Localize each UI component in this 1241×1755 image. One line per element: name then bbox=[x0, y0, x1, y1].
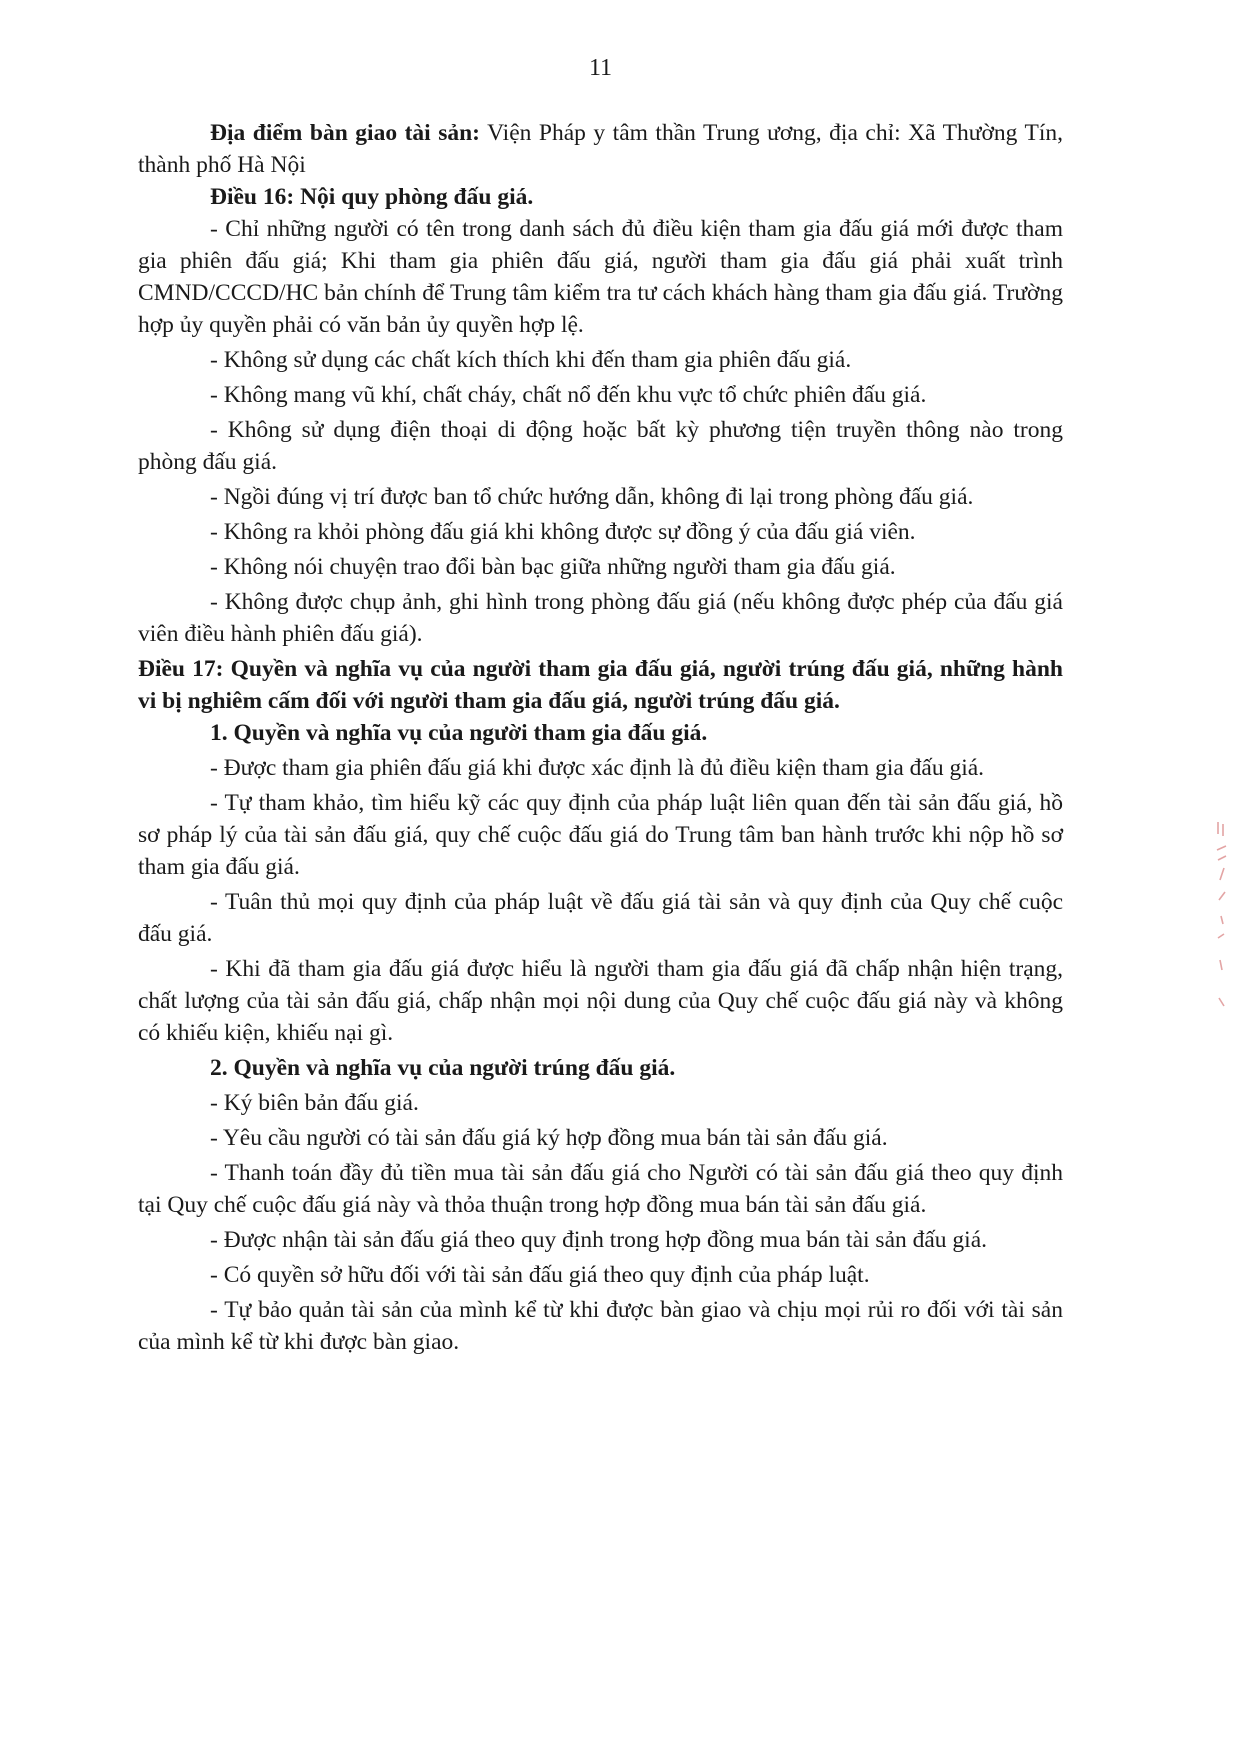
section-1-item: - Được tham gia phiên đấu giá khi được xác định là đủ điều kiện tham gia đấu giá. bbox=[210, 755, 985, 781]
article-16-item: - Không ra khỏi phòng đấu giá khi không được sự đồng ý của đấu giá viên. bbox=[210, 519, 916, 545]
article-16-item: - Không nói chuyện trao đổi bàn bạc giữa những người tham gia đấu giá. bbox=[210, 554, 896, 580]
article-17-section-2-title: 2. Quyền và nghĩa vụ của người trúng đấu giá. bbox=[210, 1055, 676, 1081]
section-1-item: - Tự tham khảo, tìm hiểu kỹ các quy định của pháp luật liên quan đến tài sản đấu giá, hồ sơ pháp lý của tài sản đấu giá, quy chế cuộc đấu giá do Trung tâm ban hành trước khi nộp hồ sơ tham gia đấu giá. bbox=[138, 790, 1063, 880]
section-1-item: - Tuân thủ mọi quy định của pháp luật về đấu giá tài sản và quy định của Quy chế cuộc đấu giá. bbox=[138, 889, 1063, 947]
article-16-item: - Không sử dụng điện thoại di động hoặc bất kỳ phương tiện truyền thông nào trong phòng đấu giá. bbox=[138, 417, 1063, 475]
document-body bbox=[138, 117, 1063, 1358]
margin-stamp-mark bbox=[1214, 820, 1230, 1030]
margin-stamp-mark-icon bbox=[1214, 820, 1230, 1030]
section-2-item: - Được nhận tài sản đấu giá theo quy định trong hợp đồng mua bán tài sản đấu giá. bbox=[210, 1227, 988, 1253]
article-16-item: - Không sử dụng các chất kích thích khi đến tham gia phiên đấu giá. bbox=[210, 347, 852, 373]
delivery-location-paragraph bbox=[138, 117, 1063, 181]
article-16-item: - Không mang vũ khí, chất cháy, chất nổ đến khu vực tổ chức phiên đấu giá. bbox=[210, 382, 927, 408]
article-17-section-1-title: 1. Quyền và nghĩa vụ của người tham gia đấu giá. bbox=[210, 720, 708, 746]
page-number: 11 bbox=[588, 55, 613, 81]
delivery-location-label: Địa điểm bàn giao tài sản: bbox=[210, 120, 481, 146]
article-16-title: Điều 16: Nội quy phòng đấu giá. bbox=[210, 184, 534, 210]
article-17-title: Điều 17: Quyền và nghĩa vụ của người tham gia đấu giá, người trúng đấu giá, những hành vi bị nghiêm cấm đối với người tham gia đấu giá, người trúng đấu giá. bbox=[138, 656, 1063, 714]
document-page bbox=[138, 0, 1063, 1755]
article-16-item: - Chỉ những người có tên trong danh sách đủ điều kiện tham gia đấu giá mới được tham gia phiên đấu giá; Khi tham gia phiên đấu giá, người tham gia đấu giá phải xuất trình CMND/CCCD/HC bản chính để Trung tâm kiểm tra tư cách khách hàng tham gia đấu giá. Trường hợp ủy quyền phải có văn bản ủy quyền hợp lệ. bbox=[138, 216, 1063, 338]
article-16-item: - Không được chụp ảnh, ghi hình trong phòng đấu giá (nếu không được phép của đấu giá viên điều hành phiên đấu giá). bbox=[138, 589, 1063, 647]
section-2-item: - Có quyền sở hữu đối với tài sản đấu giá theo quy định của pháp luật. bbox=[210, 1262, 870, 1288]
delivery-location-text: Viện Pháp y tâm thần Trung ương, địa chỉ: Xã Thường Tín, thành phố Hà Nội bbox=[138, 120, 1064, 178]
section-1-item: - Khi đã tham gia đấu giá được hiểu là người tham gia đấu giá đã chấp nhận hiện trạng, chất lượng của tài sản đấu giá, chấp nhận mọi nội dung của Quy chế cuộc đấu giá này và không có khiếu kiện, khiếu nại gì. bbox=[138, 956, 1063, 1046]
section-2-item: - Ký biên bản đấu giá. bbox=[210, 1090, 419, 1116]
section-2-item: - Yêu cầu người có tài sản đấu giá ký hợp đồng mua bán tài sản đấu giá. bbox=[210, 1125, 888, 1151]
article-16-item: - Ngồi đúng vị trí được ban tổ chức hướng dẫn, không đi lại trong phòng đấu giá. bbox=[210, 484, 974, 510]
section-2-item: - Thanh toán đầy đủ tiền mua tài sản đấu giá cho Người có tài sản đấu giá theo quy định tại Quy chế cuộc đấu giá này và thỏa thuận trong hợp đồng mua bán tài sản đấu giá. bbox=[138, 1160, 1063, 1218]
section-2-item: - Tự bảo quản tài sản của mình kể từ khi được bàn giao và chịu mọi rủi ro đối với tài sản của mình kể từ khi được bàn giao. bbox=[138, 1297, 1063, 1355]
